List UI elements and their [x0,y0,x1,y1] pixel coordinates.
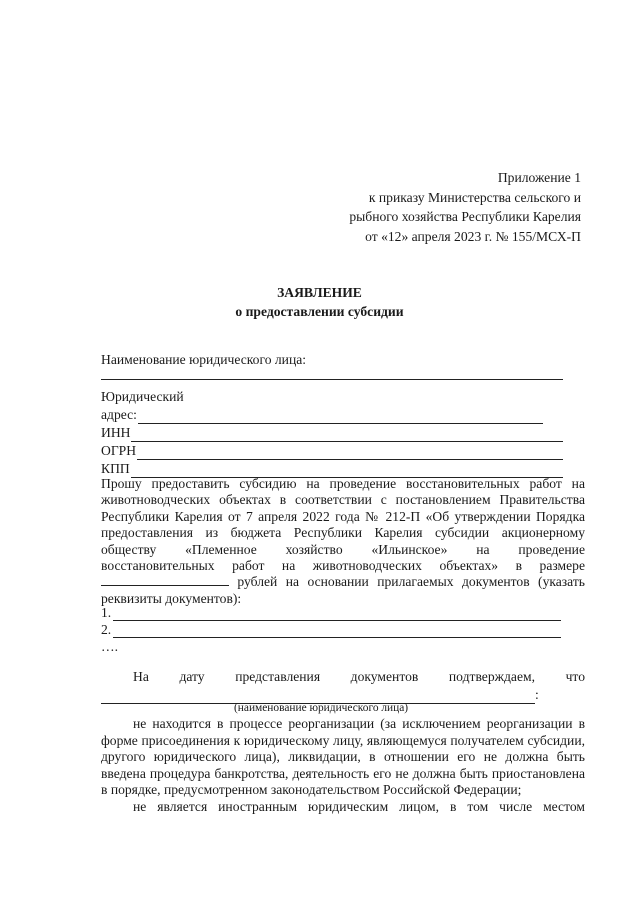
request-line-8: реквизиты документов): [101,590,242,606]
entity-fill-colon: : [535,687,539,702]
condition-paragraph-2: не является иностранным юридическим лицом, в том числе местом [133,798,585,814]
document-more [101,638,561,655]
title-line-1: ЗАЯВЛЕНИЕ [277,285,362,300]
confirm-word-3: представления [235,669,321,684]
ogrn-label: ОГРН [101,443,137,458]
address-line [138,410,543,424]
appendix-header [349,168,581,246]
ogrn-row [101,442,563,460]
inn-line [131,428,563,442]
appendix-line-3: рыбного хозяйства Республики Карелия [349,209,581,225]
title-line-2: о предоставлении субсидии [235,304,404,319]
request-line-7-text: рублей на основании прилагаемых документов (указать [237,574,585,590]
address-label-2: адрес: [101,407,137,422]
inn-row [101,424,563,442]
document-item-1 [101,604,561,621]
address-row-1 [101,388,563,406]
entity-name-row [101,351,563,369]
entity-name-line [101,369,563,380]
document-item-1-number: 1. [101,605,112,620]
request-line-6: восстановительных работ на животноводческих объектах» в размере [101,558,585,574]
confirm-word-4: документов [350,669,419,684]
document-item-2 [101,621,561,638]
confirm-word-1: На [133,669,149,684]
document-item-2-line [113,625,561,638]
address-label-1: Юридический [101,389,184,404]
appendix-line-4: от «12» апреля 2023 г. № 155/МСХ-П [365,228,581,244]
confirm-word-5: подтверждаем, [448,669,535,684]
appendix-line-2: к приказу Министерства сельского и [368,189,581,205]
request-line-5: обществу «Племенное хозяйство «Ильинское» на проведение [101,541,585,557]
entity-fields [101,351,563,478]
document-title [0,283,639,321]
confirm-line [101,668,585,686]
conditions-text [101,716,585,816]
request-line-4: предоставления из бюджета Республики Карелия субсидии акционерному [101,525,585,541]
entity-name-label: Наименование юридического лица: [101,352,307,367]
request-line-1: Прошу предоставить субсидию на проведение восстановительных работ на [101,476,585,491]
documents-list [101,604,561,655]
request-line-7 [101,574,585,590]
inn-label: ИНН [101,425,131,440]
ogrn-line [137,446,563,460]
address-row-2 [101,406,543,424]
request-paragraph [101,476,585,607]
request-line-2: животноводческих объектах в соответствии с постановлением Правительства [101,492,585,508]
document-item-2-number: 2. [101,622,112,637]
confirm-word-6: что [565,669,585,684]
confirm-block [101,668,585,704]
kpp-label: КПП [101,461,130,476]
document-item-1-line [113,608,561,621]
condition-paragraph-1: не находится в процессе реорганизации (за исключением реорганизации в форме присоединения к юридическому лицу, являющемуся получателем субсидии, другого юридического лица), ликвидации, в отношении его не должна быть введена процедура банкротства, деятельность его не должна быть приостановлена в порядке, предусмотренном законодательством Российской Федерации; [101,716,585,798]
document-more-dots: …. [101,639,118,654]
confirm-word-2: дату [179,669,205,684]
amount-blank [101,574,229,586]
appendix-line-1: Приложение 1 [497,170,581,185]
request-line-3: Республики Карелия от 7 апреля 2022 года № 212-П «Об утверждении Порядка [101,508,585,524]
entity-caption: (наименование юридического лица) [234,702,409,714]
